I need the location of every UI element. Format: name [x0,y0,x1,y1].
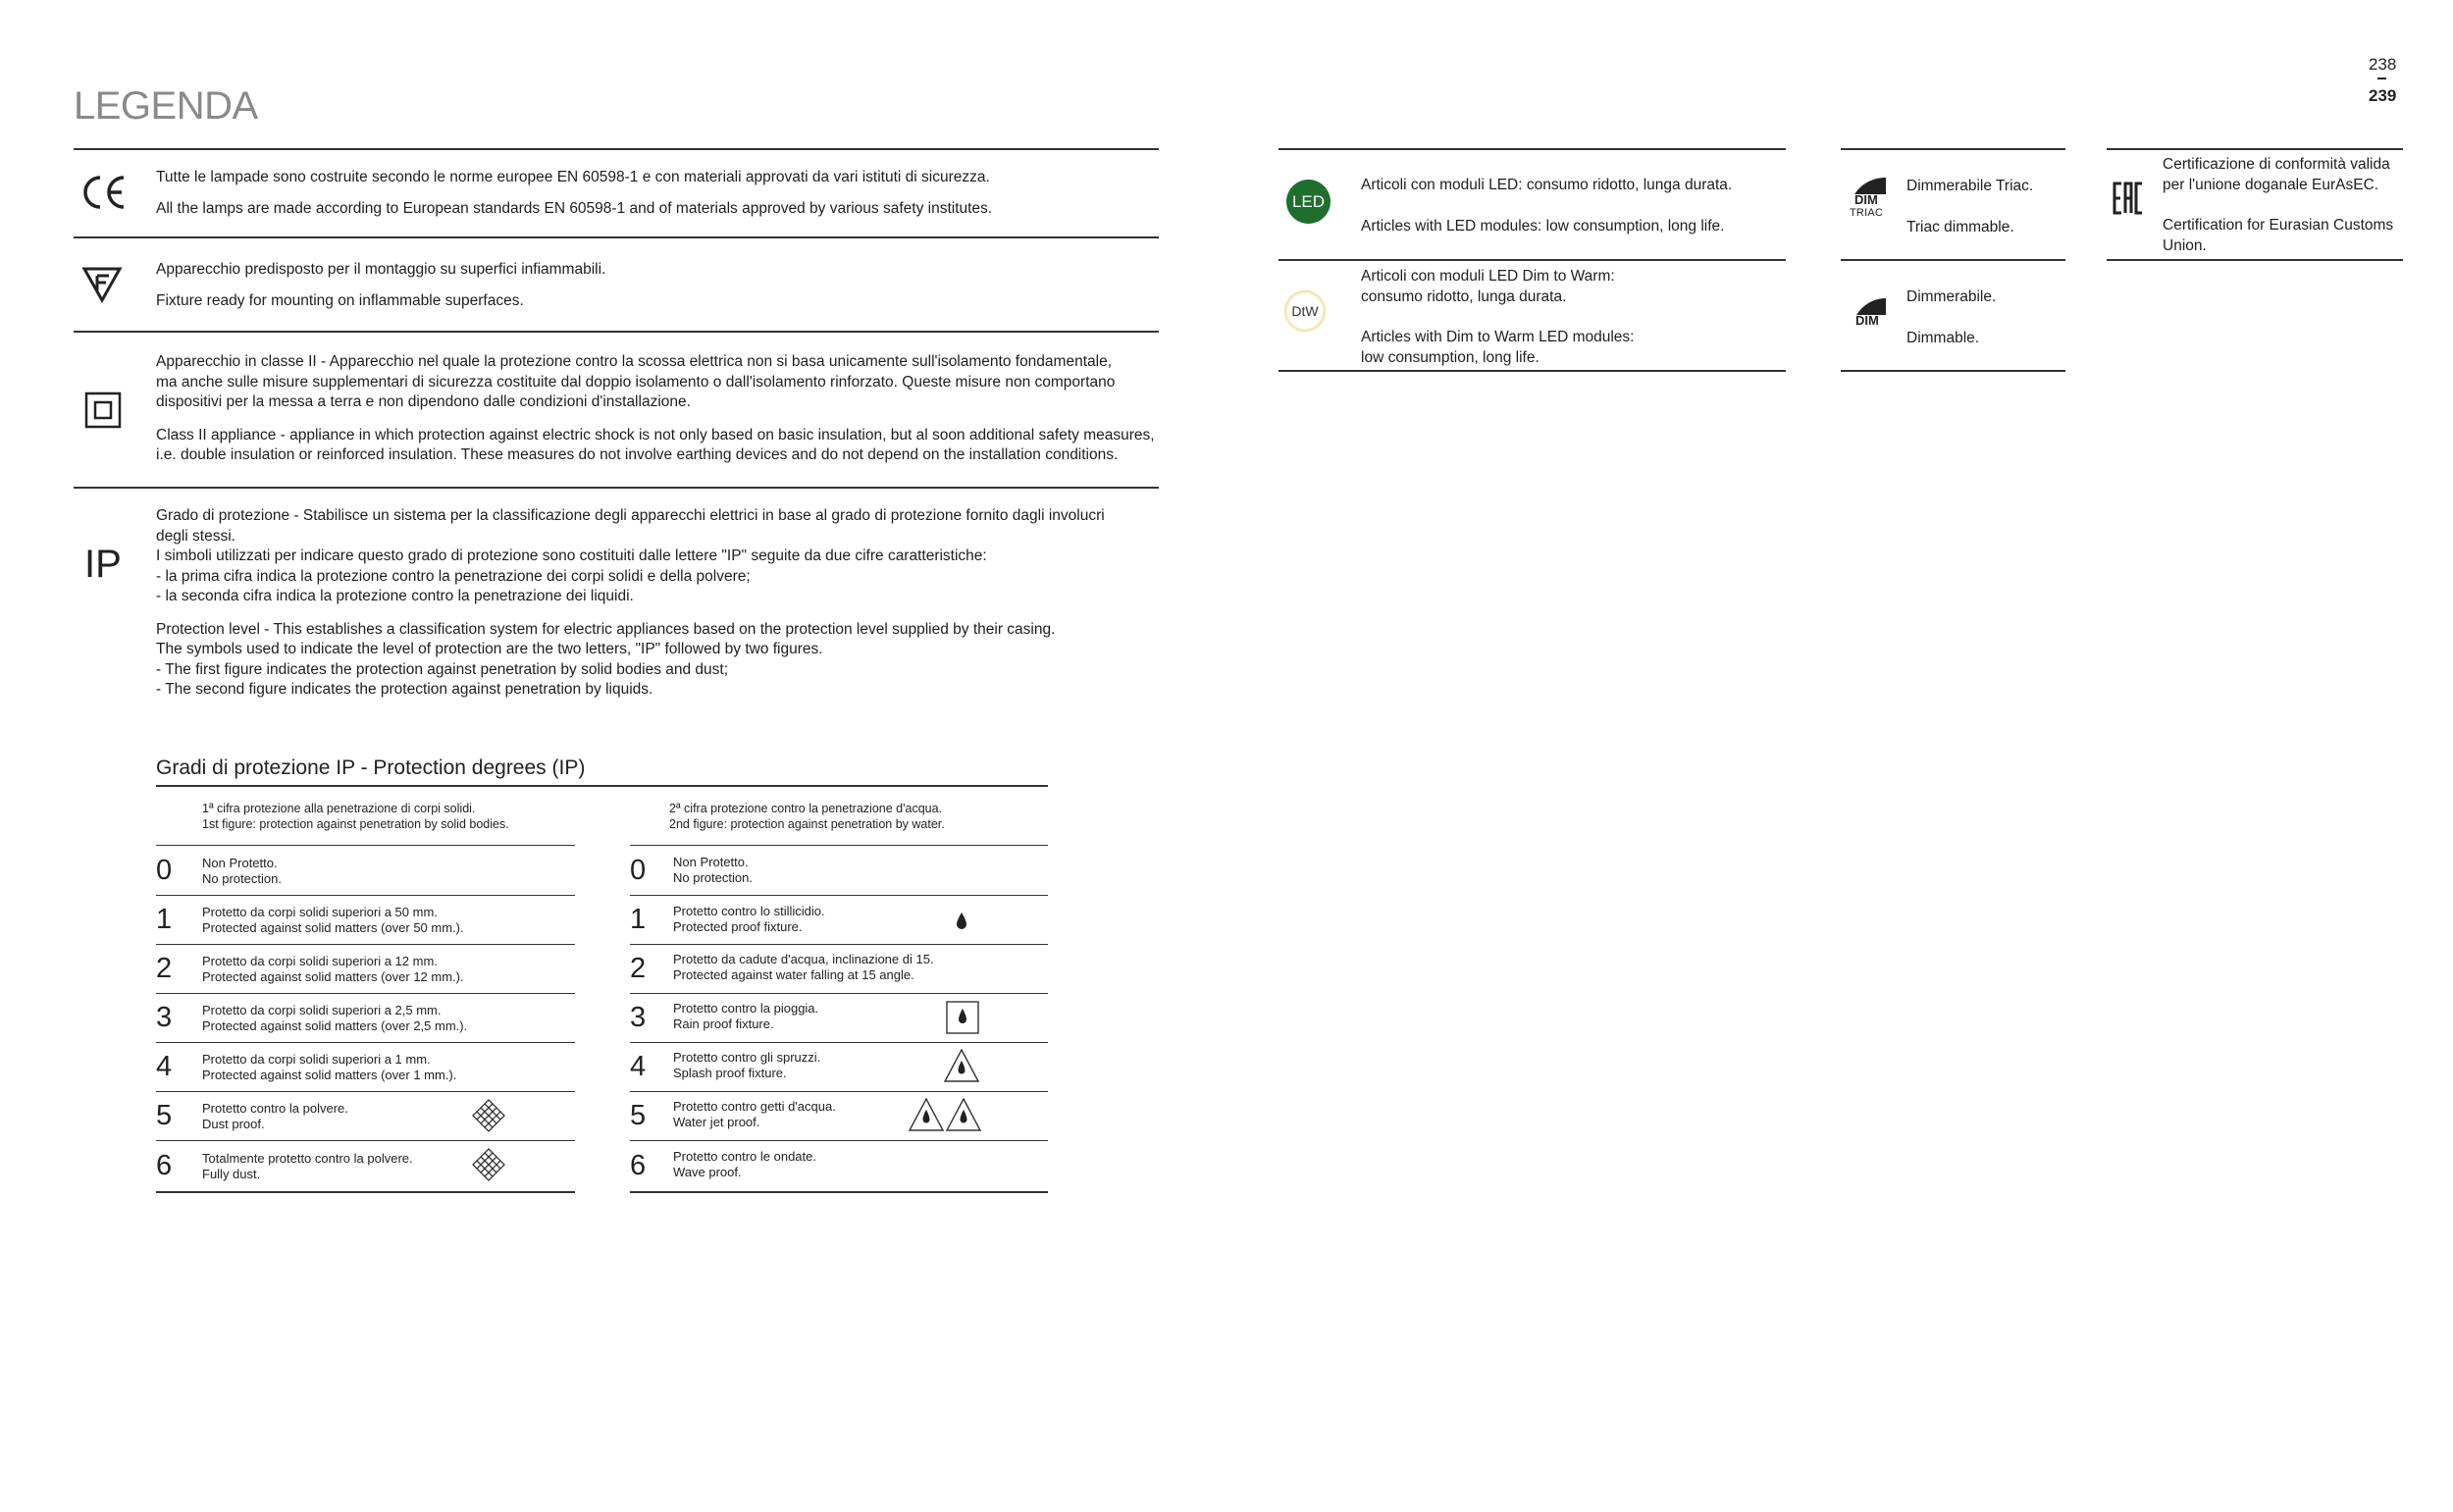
row-text-it: Protetto da corpi solidi superiori a 2,5 mm. [202,1003,442,1017]
ip-digit: 0 [630,855,647,886]
table-row [630,896,1048,945]
drop-in-triangle-icon [944,1049,979,1087]
ip-digit: 3 [630,1002,647,1033]
ip-digit: 5 [630,1100,647,1131]
f-text-it: Apparecchio predisposto per il montaggio su superfici infiammabili. [156,261,606,278]
eac-it-line: Certificazione di conformità valida [2163,156,2390,173]
row-text-en: Protected against solid matters (over 2,5 mm.). [202,1018,468,1033]
water-drop-icon [956,912,967,935]
divider [74,331,1159,333]
row-text-en: Dust proof. [202,1117,265,1131]
led-text-it: Articoli con moduli LED: consumo ridotto, lunga durata. [1361,177,1733,193]
row-text [673,1001,818,1032]
row-text-en: Wave proof. [673,1165,742,1179]
dim-to-warm-badge-icon: DtW [1284,290,1326,332]
row-text-it: Non Protetto. [673,855,749,869]
divider [1841,370,2065,372]
row-text-it: Protetto contro la polvere. [202,1101,348,1116]
row-text-en: Protected proof fixture. [673,919,803,934]
ip-it-line: - la prima cifra indica la protezione contro la penetrazione dei corpi solidi e della polvere; [156,567,751,585]
table-row [630,1141,1048,1193]
page-number-divider [2377,78,2386,79]
ip-digit: 0 [156,855,173,886]
table-row [630,945,1048,994]
dim-description [1906,287,2063,348]
f-description [156,260,1157,311]
triac-description [1906,177,2063,237]
class-ii-double-square-icon [84,391,122,429]
table-row [630,846,1048,896]
row-text [673,904,825,935]
row-text-it: Non Protetto. [202,856,278,870]
row-text [673,1099,836,1130]
ip-digit: 4 [630,1051,647,1082]
dtw-en-line: Articles with Dim to Warm LED modules: [1361,329,1635,345]
row-text [673,1149,816,1180]
triac-text-it: Dimmerabile Triac. [1906,178,2034,194]
dim-triac-badge-icon [1849,177,1892,224]
row-text-it: Protetto contro lo stillicidio. [673,904,825,918]
row-text-it: Protetto contro gli spruzzi. [673,1050,821,1065]
ip-digit: 5 [156,1100,173,1131]
water-header-en: 2nd figure: protection against penetration by water. [669,817,945,831]
row-text-it: Protetto contro la pioggia. [673,1001,819,1016]
dtw-description [1361,267,1773,368]
row-text-en: Protected against solid matters (over 1 mm.). [202,1068,457,1082]
triac-text-en: Triac dimmable. [1906,218,2014,235]
ce-text-it: Tutte le lampade sono costruite secondo le norme europee EN 60598-1 e con materiali approvati da vari istituti di sicurezza. [156,169,990,185]
row-text-en: Fully dust. [202,1167,261,1181]
ip-en-line: - The second figure indicates the protection against penetration by liquids. [156,681,653,698]
solid-protection-column [156,845,575,1193]
divider [2107,259,2403,261]
row-text-it: Protetto da corpi solidi superiori a 50 mm. [202,905,438,919]
row-text [202,954,464,985]
divider [1841,259,2065,261]
class-ii-description [156,352,1157,466]
led-badge-icon: LED [1286,180,1331,224]
class-ii-it-line: ma anche sulle misure supplementari di sicurezza costituite dal doppio isolamento o dall'isolamento rinforzato. Queste misure non comportano [156,373,1116,391]
dim-triac-badge-label: DIM [1854,192,1878,207]
ip-table-title: Gradi di protezione IP - Protection degrees (IP) [156,756,586,779]
solid-header-it: 1ª cifra protezione alla penetrazione di corpi solidi. [202,802,476,815]
row-text-it: Protetto contro getti d'acqua. [673,1099,836,1114]
dim-badge-icon [1851,297,1890,333]
page-number-right: 239 [2369,86,2397,105]
ip-table-top-rule [156,785,1048,787]
f-triangle-icon [81,266,123,303]
led-description [1361,176,1773,236]
row-text [673,952,934,983]
row-text [202,856,282,887]
row-text [673,855,753,886]
dust-grid-icon [472,1148,505,1186]
table-row [156,994,575,1043]
dust-grid-icon [472,1099,505,1137]
eac-description [2163,155,2403,256]
divider [1279,148,1786,150]
row-text-it: Protetto da corpi solidi superiori a 1 mm. [202,1052,431,1067]
row-text [202,1101,348,1132]
row-text-en: No protection. [202,871,282,886]
table-row [630,1043,1048,1092]
eac-it-line: per l'unione doganale EurAsEC. [2163,176,2379,193]
dtw-it-line: Articoli con moduli LED Dim to Warm: [1361,268,1615,285]
row-text [202,1151,413,1182]
page-number-left: 238 [2369,55,2397,74]
water-protection-column [630,845,1048,1193]
divider [74,487,1159,489]
row-text-it: Protetto da corpi solidi superiori a 12 mm. [202,954,438,968]
table-row [630,994,1048,1043]
ce-description [156,168,1157,219]
row-text-it: Totalmente protetto contro la polvere. [202,1151,413,1166]
class-ii-en-line: Class II appliance - appliance in which protection against electric shock is not only based on basic insulation, but al soon additional safety measures, [156,426,1155,443]
led-text-en: Articles with LED modules: low consumption, long life. [1361,217,1725,235]
row-text-en: Protected against solid matters (over 12 mm.). [202,969,464,984]
ip-digit: 2 [156,953,173,984]
ip-description [156,506,1162,701]
ip-it-line: I simboli utilizzati per indicare questo grado di protezione sono costituiti dalle lettere "IP" seguite da due cifre caratteristiche: [156,547,987,564]
ip-it-line: degli stessi. [156,527,235,545]
class-ii-en-line: i.e. double insulation or reinforced insulation. These measures do not involve earthing devices and do not depend on the installation conditions. [156,446,1119,463]
table-row [630,1092,1048,1141]
table-row [156,896,575,945]
row-text-it: Protetto da cadute d'acqua, inclinazione di 15. [673,952,934,966]
page-title: LEGENDA [74,84,258,128]
ip-symbol: IP [84,543,122,586]
row-text-en: Splash proof fixture. [673,1066,787,1080]
table-row [156,1092,575,1141]
ip-digit: 6 [156,1150,173,1181]
table-row [156,945,575,994]
class-ii-it-line: Apparecchio in classe II - Apparecchio nel quale la protezione contro la scossa elettrica non si basa unicamente sull'isolamento fondamentale, [156,353,1112,370]
row-text-en: Water jet proof. [673,1115,760,1129]
table-row [156,846,575,896]
solid-column-header [202,801,509,832]
ip-digit: 3 [156,1002,173,1033]
ip-it-line: - la seconda cifra indica la protezione contro la penetrazione dei liquidi. [156,588,634,604]
ip-digit: 2 [630,953,647,984]
divider [74,148,1159,150]
divider [2107,148,2403,150]
table-row [156,1141,575,1193]
divider [74,236,1159,238]
table-row [156,1043,575,1092]
dim-triac-badge-sublabel: TRIAC [1850,207,1883,219]
row-text [673,1050,820,1081]
eac-en-line: Certification for Eurasian Customs [2163,217,2394,234]
f-text-en: Fixture ready for mounting on inflammable superfaces. [156,291,524,309]
ce-text-en: All the lamps are made according to European standards EN 60598-1 and of materials approved by various safety institutes. [156,199,993,217]
row-text [202,1003,467,1034]
ip-digit: 1 [156,904,173,935]
dim-text-en: Dimmable. [1906,329,1980,346]
ip-it-line: Grado di protezione - Stabilisce un sistema per la classificazione degli apparecchi elettrici in base al grado di protezione fornito dagli involucri [156,507,1105,524]
ip-en-line: The symbols used to indicate the level of protection are the two letters, "IP" followed by two figures. [156,641,823,657]
ce-mark-icon [80,173,128,212]
row-text-en: Protected against solid matters (over 50 mm.). [202,920,464,935]
dim-badge-label: DIM [1855,313,1879,328]
two-drops-in-triangles-icon [909,1098,981,1136]
eac-en-line: Union. [2163,236,2207,254]
water-header-it: 2ª cifra protezione contro la penetrazione d'acqua. [669,802,943,815]
row-text [202,1052,456,1083]
ip-en-line: - The first figure indicates the protection against penetration by solid bodies and dust; [156,660,729,678]
ip-digit: 6 [630,1150,647,1181]
dtw-en-line: low consumption, long life. [1361,348,1540,366]
row-text-en: Protected against water falling at 15 angle. [673,967,914,982]
divider [1841,148,2065,150]
ip-en-line: Protection level - This establishes a classification system for electric appliances based on the protection level supplied by their casing. [156,620,1056,638]
water-column-header [669,801,945,832]
dtw-it-line: consumo ridotto, lunga durata. [1361,287,1567,305]
dim-text-it: Dimmerabile. [1906,288,1997,305]
row-text-en: No protection. [673,870,753,885]
divider [1279,259,1786,261]
divider [1279,370,1786,372]
eac-mark-icon [2113,182,2144,220]
solid-header-en: 1st figure: protection against penetration by solid bodies. [202,817,509,831]
ip-digit: 1 [630,904,647,935]
ip-digit: 4 [156,1051,173,1082]
class-ii-it-line: dispositivi per la messa a terra e non dipendono dalle condizioni d'installazione. [156,393,691,410]
drop-in-square-icon [946,1001,979,1039]
row-text [202,905,464,936]
row-text-it: Protetto contro le ondate. [673,1149,816,1164]
row-text-en: Rain proof fixture. [673,1017,774,1031]
